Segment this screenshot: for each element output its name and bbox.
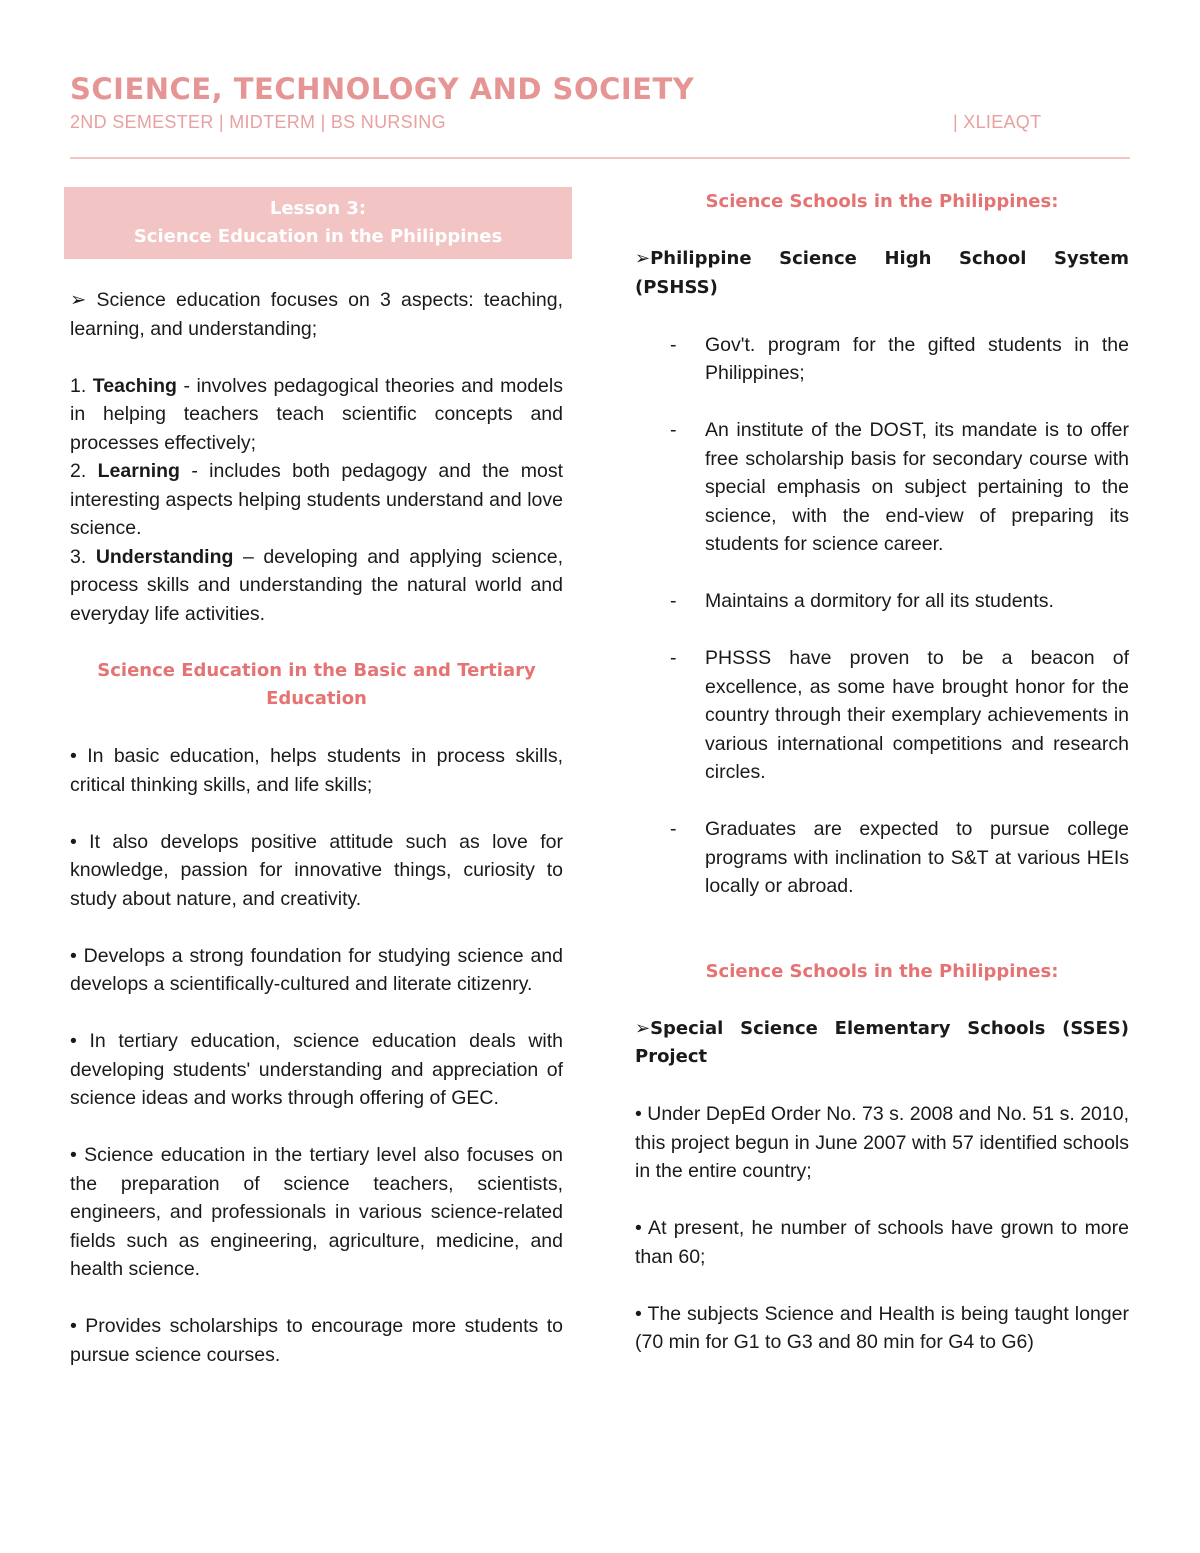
document-subtitle: 2ND SEMESTER | MIDTERM | BS NURSING [70, 112, 446, 132]
aspect-item [70, 543, 563, 629]
pshss-item [635, 416, 1129, 559]
aspect-number: 3. [70, 545, 96, 568]
right-column [635, 187, 1129, 1357]
dash-marker: - [670, 647, 677, 669]
lesson-label: Lesson 3: [269, 198, 367, 219]
pshss-heading-abbr: (PSHSS) [635, 276, 718, 298]
dash-marker: - [670, 590, 677, 612]
bullet-item: • Science education in the tertiary level also focuses on the preparation of science teachers, scientists, engineers, and professionals in various science-related fields such as engineering, agriculture, medicine, and health science. [70, 1144, 563, 1280]
sses-item: • At present, he number of schools have grown to more than 60; [635, 1217, 1129, 1268]
aspect-term: Understanding [95, 545, 234, 568]
pshss-item-text: Graduates are expected to pursue college programs with inclination to S&T at various HEIs locally or abroad. [705, 818, 1129, 897]
dash-marker: - [670, 333, 677, 356]
bullet-item: • Develops a strong foundation for studying science and develops a scientifically-cultured and literate citizenry. [70, 944, 563, 995]
aspect-text: - involves pedagogical theories and models in helping teachers teach scientific concepts and processes effectively; [70, 374, 563, 454]
sses-item: • Under DepEd Order No. 73 s. 2008 and No. 51 s. 2010, this project begun in June 2007 with 57 identified schools in the entire country; [635, 1103, 1129, 1182]
pshss-item [635, 644, 1129, 787]
header-divider [70, 157, 1130, 159]
dash-marker: - [670, 818, 677, 840]
lesson-title: Science Education in the Philippines [133, 226, 503, 247]
aspect-term: Teaching [92, 374, 177, 397]
aspect-number: 2. [70, 460, 98, 482]
pshss-item-text: Gov't. program for the gifted students in the Philippines; [705, 333, 1129, 384]
pshss-heading: ➢Philippine Science High School System [635, 248, 1129, 269]
section-heading-basic-tertiary: Science Education in the Basic and Tertiary Education [97, 659, 536, 709]
pshss-item [635, 331, 1129, 388]
intro-text: ➢ Science education focuses on 3 aspects: teaching, learning, and understanding; [70, 289, 563, 340]
sses-heading-project: Project [635, 1046, 708, 1067]
aspect-text: – developing and applying science, process skills and understanding the natural world and everyday life activities. [70, 545, 563, 625]
aspect-text: - includes both pedagogy and the most interesting aspects helping students understand and love science. [70, 460, 563, 539]
bullet-item: • It also develops positive attitude such as love for knowledge, passion for innovative things, curiosity to study about nature, and creativity. [70, 830, 563, 910]
aspect-item [70, 372, 563, 458]
sses-heading: ➢Special Science Elementary Schools (SSES) [635, 1017, 1129, 1039]
aspect-number: 1. [70, 374, 93, 397]
document-title: SCIENCE, TECHNOLOGY AND SOCIETY [70, 72, 695, 106]
lesson-banner [64, 187, 572, 259]
pshss-item [635, 587, 1129, 616]
dash-marker: - [670, 419, 677, 441]
section-heading-science-schools-2: Science Schools in the Philippines: [705, 960, 1059, 982]
pshss-item-text: PHSSS have proven to be a beacon of excellence, as some have brought honor for the country through their exemplary achievements in various international competitions and research circles. [705, 647, 1129, 783]
pshss-item [635, 815, 1129, 901]
aspect-item [70, 457, 563, 543]
pshss-item-text: An institute of the DOST, its mandate is to offer free scholarship basis for secondary course with special emphasis on subject pertaining to the science, with the end-view of preparing its students for science career. [705, 419, 1129, 555]
bullet-item: • In tertiary education, science education deals with developing students' understanding and appreciation of science ideas and works through offering of GEC. [70, 1030, 563, 1109]
pshss-item-text: Maintains a dormitory for all its students. [705, 590, 1054, 612]
sses-item: • The subjects Science and Health is being taught longer (70 min for G1 to G3 and 80 min for G4 to G6) [635, 1302, 1129, 1353]
bullet-item: • In basic education, helps students in process skills, critical thinking skills, and life skills; [70, 745, 563, 796]
author-tag: | XLIEAQT [953, 112, 1042, 132]
left-column [70, 187, 563, 1369]
section-heading-science-schools: Science Schools in the Philippines: [705, 191, 1059, 212]
bullet-item: • Provides scholarships to encourage more students to pursue science courses. [70, 1315, 563, 1366]
aspect-term: Learning [97, 460, 180, 482]
